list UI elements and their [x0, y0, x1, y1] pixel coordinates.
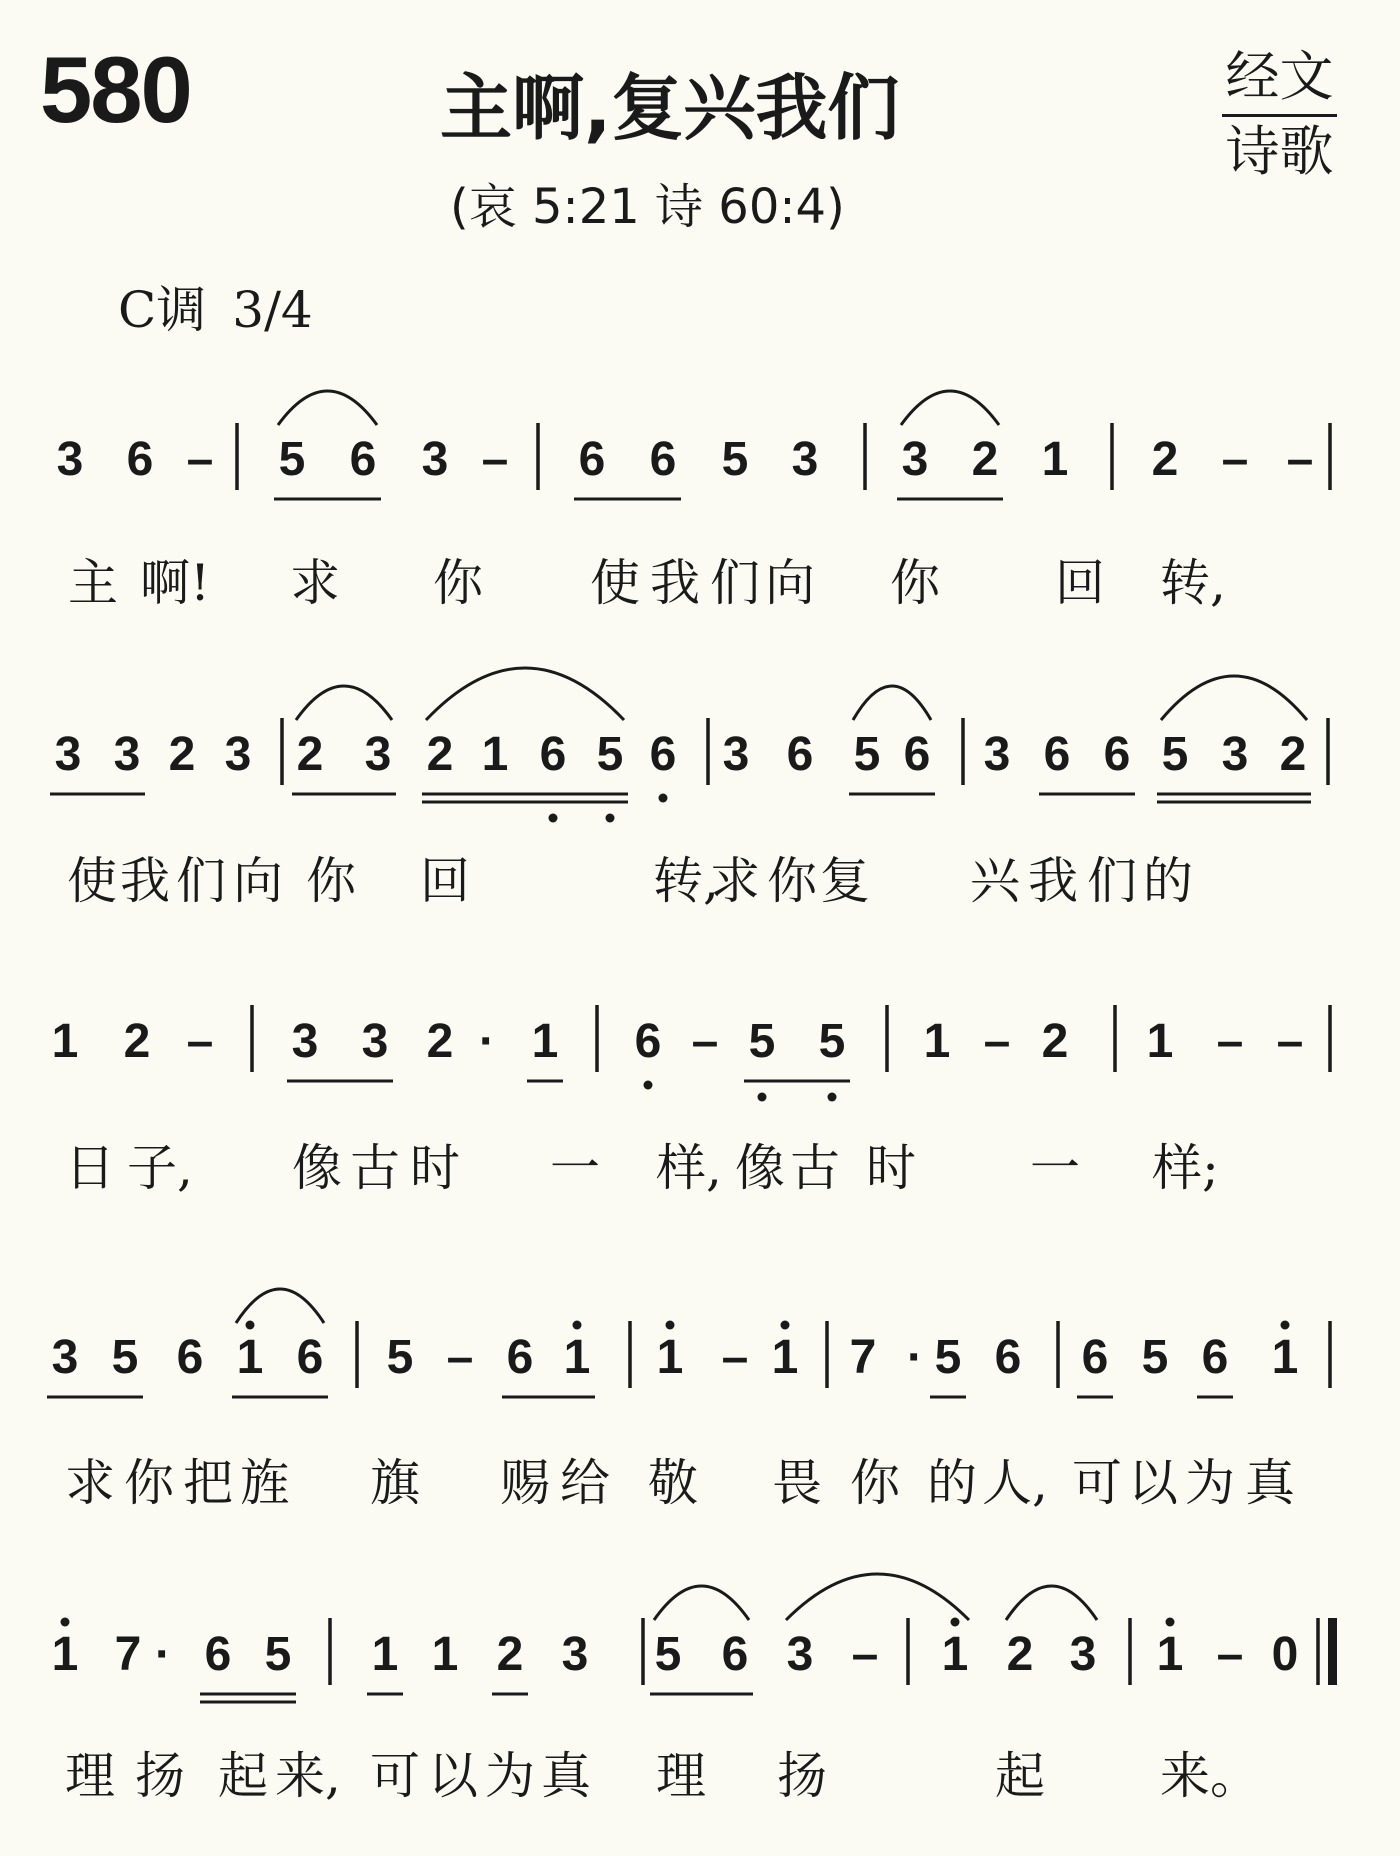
lyric-char: 转, [1160, 554, 1226, 612]
note: 6 [126, 433, 154, 486]
note: 6 [721, 1628, 749, 1681]
lyric-char: 求 [710, 852, 760, 910]
octave-dot-low [644, 1081, 653, 1090]
slur [901, 391, 999, 425]
note: 6 [506, 1331, 534, 1384]
lyric-char: 转, [653, 852, 719, 910]
dash-mark: – [691, 1015, 719, 1068]
note: 2 [426, 728, 454, 781]
note: 2 [123, 1015, 151, 1068]
note: 3 [54, 728, 82, 781]
lyric-char: 我 [120, 852, 170, 910]
dash-mark: – [481, 433, 509, 486]
note: 1 [656, 1331, 684, 1384]
note: 1 [563, 1331, 591, 1384]
lyric-char: 你 [124, 1454, 174, 1512]
lyric-char: 来。 [1160, 1747, 1260, 1805]
lyric-char: 起 [995, 1747, 1045, 1805]
dash-mark: – [1221, 433, 1249, 486]
lyric-char: 为 [1185, 1454, 1235, 1512]
octave-dot-low [828, 1093, 837, 1102]
lyric-char: 一 [1030, 1139, 1080, 1197]
note: 1 [1156, 1628, 1184, 1681]
note: 3 [791, 433, 819, 486]
lyric-char: 回 [420, 852, 470, 910]
note: 3 [1069, 1628, 1097, 1681]
slur [654, 1586, 749, 1620]
note: 2 [1151, 433, 1179, 486]
note: 1 [771, 1331, 799, 1384]
octave-dot-high [781, 1321, 790, 1330]
note: 1 [236, 1331, 264, 1384]
note: 6 [176, 1331, 204, 1384]
note: 5 [386, 1331, 414, 1384]
note: 3 [224, 728, 252, 781]
note: 3 [291, 1015, 319, 1068]
octave-dot-high [1166, 1618, 1175, 1627]
octave-dot-high [666, 1321, 675, 1330]
lyric-char: 真 [1245, 1454, 1295, 1512]
lyric-char: 旌 [240, 1454, 290, 1512]
dash-mark: – [186, 433, 214, 486]
note: 2 [296, 728, 324, 781]
lyric-char: 我 [650, 554, 700, 612]
note: 6 [539, 728, 567, 781]
note: 5 [721, 433, 749, 486]
lyric-char: 子, [127, 1139, 193, 1197]
note: 5 [111, 1331, 139, 1384]
lyric-char: 敬 [648, 1454, 698, 1512]
slur [278, 391, 377, 425]
note: 3 [983, 728, 1011, 781]
note: 3 [786, 1628, 814, 1681]
lyric-char: 像 [735, 1139, 785, 1197]
lyric-char: 复 [820, 852, 870, 910]
note: 1 [1041, 433, 1069, 486]
lyric-char: 给 [560, 1454, 610, 1512]
octave-dot-high [1281, 1321, 1290, 1330]
lyric-char: 向 [765, 554, 815, 612]
note: 5 [853, 728, 881, 781]
slur [1161, 676, 1307, 720]
note: 5 [1141, 1331, 1169, 1384]
lyric-char: 把 [183, 1454, 233, 1512]
lyric-char: 兴 [970, 852, 1020, 910]
lyric-char: 们 [710, 554, 760, 612]
category-top: 经文 [1225, 45, 1334, 108]
note: 1 [431, 1628, 459, 1681]
dash-mark: – [1276, 1015, 1304, 1068]
slur [853, 686, 931, 720]
lyric-char: 可 [1072, 1454, 1122, 1512]
note: 6 [1201, 1331, 1229, 1384]
dash-mark: – [721, 1331, 749, 1384]
note: 3 [364, 728, 392, 781]
note: 1 [1271, 1331, 1299, 1384]
note: 3 [1221, 728, 1249, 781]
note: 1 [51, 1015, 79, 1068]
note: 2 [1006, 1628, 1034, 1681]
note: 2 [1279, 728, 1307, 781]
lyric-char: 你 [850, 1454, 900, 1512]
lyric-char: 的 [927, 1454, 977, 1512]
note: 2 [1041, 1015, 1069, 1068]
lyric-char: 旗 [370, 1454, 420, 1512]
scripture-references: (哀 5:21 诗 60:4) [450, 179, 845, 235]
lyric-char: 样, [656, 1139, 722, 1197]
slur [296, 686, 392, 720]
octave-dot-high [246, 1321, 255, 1330]
note: 5 [654, 1628, 682, 1681]
octave-dot-high [61, 1618, 70, 1627]
lyric-char: 扬 [135, 1747, 185, 1805]
note: 3 [722, 728, 750, 781]
lyric-char: 们 [1087, 852, 1137, 910]
note: 6 [204, 1628, 232, 1681]
lyric-char: 时 [410, 1139, 460, 1197]
note: 2 [496, 1628, 524, 1681]
note: 3 [561, 1628, 589, 1681]
lyric-char: 样; [1152, 1139, 1219, 1197]
lyric-char: 你 [890, 554, 940, 612]
note: 5 [1161, 728, 1189, 781]
octave-dot-low [606, 814, 615, 823]
note: 7 [114, 1628, 142, 1681]
lyric-char: 像 [292, 1139, 342, 1197]
note: 3 [901, 433, 929, 486]
lyric-char: 古 [790, 1139, 840, 1197]
dash-mark: – [446, 1331, 474, 1384]
note: 6 [1103, 728, 1131, 781]
note: 6 [786, 728, 814, 781]
lyric-char: 起 [218, 1747, 268, 1805]
note: 5 [264, 1628, 292, 1681]
note: 5 [934, 1331, 962, 1384]
hymn-number: 580 [40, 37, 191, 142]
dash-mark: – [186, 1015, 214, 1068]
lyric-char: 古 [350, 1139, 400, 1197]
final-bar-thick [1328, 1618, 1337, 1685]
lyric-char: 一 [550, 1139, 600, 1197]
dash-mark: – [851, 1628, 879, 1681]
note: 1 [531, 1015, 559, 1068]
lyric-char: 啊! [140, 554, 211, 612]
note: 1 [941, 1628, 969, 1681]
note: 1 [923, 1015, 951, 1068]
slur [426, 668, 624, 720]
octave-dot-low [758, 1093, 767, 1102]
note: 5 [278, 433, 306, 486]
note: 5 [596, 728, 624, 781]
note: 3 [361, 1015, 389, 1068]
note: 7 [849, 1331, 877, 1384]
note: 3 [56, 433, 84, 486]
note: 3 [421, 433, 449, 486]
dot-mark: · [907, 1331, 923, 1384]
lyric-char: 为 [485, 1747, 535, 1805]
dash-mark: – [1216, 1628, 1244, 1681]
slur [786, 1574, 969, 1620]
key-label: C调 [118, 281, 207, 339]
lyric-char: 你 [306, 852, 356, 910]
hymn-title: 主啊,复兴我们 [440, 66, 900, 150]
note: 3 [51, 1331, 79, 1384]
lyric-char: 我 [1028, 852, 1078, 910]
note: 6 [1043, 728, 1071, 781]
note: 2 [168, 728, 196, 781]
lyric-char: 主 [68, 554, 118, 612]
dot-mark: · [479, 1015, 495, 1068]
lyric-char: 来, [275, 1747, 341, 1805]
octave-dot-low [549, 814, 558, 823]
octave-dot-high [573, 1321, 582, 1330]
note: 6 [349, 433, 377, 486]
note: 6 [578, 433, 606, 486]
lyric-char: 理 [656, 1747, 706, 1805]
lyric-char: 求 [290, 554, 340, 612]
lyric-char: 的 [1143, 852, 1193, 910]
lyric-char: 日 [65, 1139, 115, 1197]
note: 1 [51, 1628, 79, 1681]
lyric-char: 赐 [500, 1454, 550, 1512]
lyric-char: 求 [65, 1454, 115, 1512]
lyric-char: 使 [590, 554, 640, 612]
note: 0 [1271, 1628, 1299, 1681]
octave-dot-high [951, 1618, 960, 1627]
lyric-char: 向 [233, 852, 283, 910]
lyric-char: 以 [428, 1747, 478, 1805]
lyric-char: 时 [866, 1139, 916, 1197]
lyric-char: 扬 [777, 1747, 827, 1805]
note: 6 [994, 1331, 1022, 1384]
note: 1 [1146, 1015, 1174, 1068]
note: 2 [971, 433, 999, 486]
lyric-char: 们 [176, 852, 226, 910]
dash-mark: – [1216, 1015, 1244, 1068]
lyric-char: 以 [1128, 1454, 1178, 1512]
lyric-char: 真 [541, 1747, 591, 1805]
lyric-char: 人, [982, 1454, 1048, 1512]
time-signature: 3/4 [232, 281, 313, 339]
note: 6 [649, 728, 677, 781]
note: 5 [748, 1015, 776, 1068]
lyric-char: 可 [370, 1747, 420, 1805]
dash-mark: – [1286, 433, 1314, 486]
lyric-char: 你 [433, 554, 483, 612]
slur [1006, 1586, 1097, 1620]
note: 6 [649, 433, 677, 486]
note: 5 [818, 1015, 846, 1068]
lyric-char: 你 [767, 852, 817, 910]
note: 6 [903, 728, 931, 781]
note: 3 [113, 728, 141, 781]
dash-mark: – [983, 1015, 1011, 1068]
note: 2 [426, 1015, 454, 1068]
dot-mark: · [155, 1628, 171, 1681]
note: 6 [296, 1331, 324, 1384]
note: 1 [371, 1628, 399, 1681]
note: 6 [634, 1015, 662, 1068]
lyric-char: 畏 [772, 1454, 822, 1512]
note: 1 [481, 728, 509, 781]
lyric-char: 理 [65, 1747, 115, 1805]
category-bottom: 诗歌 [1225, 120, 1334, 183]
note: 6 [1081, 1331, 1109, 1384]
slur [236, 1289, 324, 1323]
octave-dot-low [659, 794, 668, 803]
lyric-char: 回 [1055, 554, 1105, 612]
lyric-char: 使 [67, 852, 117, 910]
